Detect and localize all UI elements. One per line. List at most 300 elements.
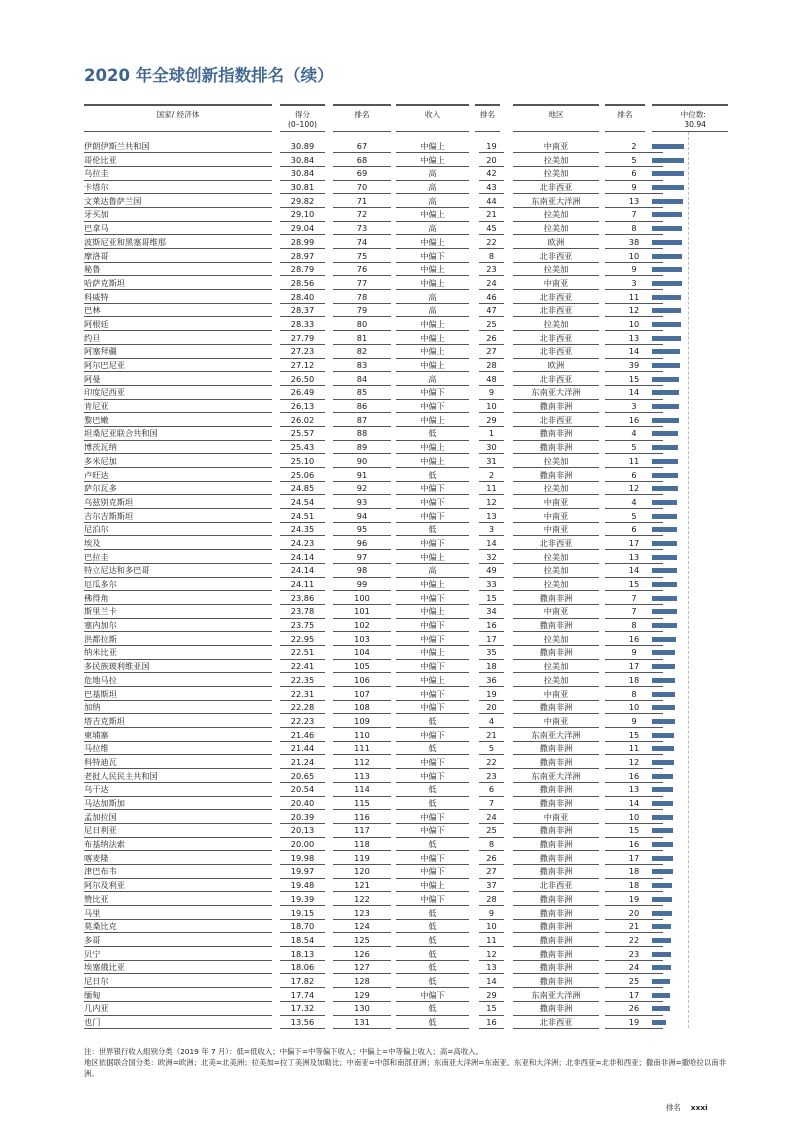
table-row [84, 893, 728, 907]
header-rank [333, 104, 391, 132]
score-bar [652, 377, 679, 382]
cell-region-rank: 10 [605, 701, 663, 714]
cell-region-rank: 5 [605, 154, 663, 167]
score-bar [652, 199, 683, 204]
cell-region-rank: 7 [605, 592, 663, 605]
cell-region-rank: 9 [605, 181, 663, 194]
cell-score: 26.49 [280, 386, 325, 399]
table-row [84, 879, 728, 893]
cell-income-rank: 44 [479, 195, 504, 208]
cell-income: 低 [396, 961, 469, 974]
table-row [84, 770, 728, 784]
table-row [84, 277, 728, 291]
score-bar [652, 541, 677, 546]
cell-region: 中南亚 [513, 605, 599, 618]
table-row [84, 975, 728, 989]
cell-income: 中偏下 [396, 688, 469, 701]
header-median-label: 中位数: [680, 110, 706, 119]
cell-score: 26.50 [280, 373, 325, 386]
cell-region-rank: 21 [605, 920, 663, 933]
cell-income-rank: 12 [479, 496, 504, 509]
header-income [396, 104, 469, 132]
cell-score: 27.23 [280, 345, 325, 358]
table-row [84, 414, 728, 428]
cell-region-rank: 10 [605, 250, 663, 263]
table-row [84, 1016, 728, 1030]
cell-income-rank: 10 [479, 400, 504, 413]
cell-income: 高 [396, 564, 469, 577]
cell-country: 莫桑比克 [84, 920, 272, 933]
cell-income: 高 [396, 291, 469, 304]
cell-income-rank: 7 [479, 797, 504, 810]
cell-region-rank: 14 [605, 797, 663, 810]
cell-rank: 129 [333, 989, 391, 1002]
cell-country: 黎巴嫩 [84, 414, 272, 427]
table-row [84, 989, 728, 1003]
table-row [84, 537, 728, 551]
cell-rank: 109 [333, 715, 391, 728]
cell-score: 24.35 [280, 523, 325, 536]
table-row [84, 564, 728, 578]
cell-region-rank: 18 [605, 879, 663, 892]
cell-score: 19.48 [280, 879, 325, 892]
cell-region-rank: 15 [605, 578, 663, 591]
score-bar [652, 924, 671, 929]
cell-region: 欧洲 [513, 236, 599, 249]
cell-region-rank: 20 [605, 907, 663, 920]
cell-country: 秘鲁 [84, 263, 272, 276]
cell-income: 中偏上 [396, 414, 469, 427]
cell-rank: 68 [333, 154, 391, 167]
table-row [84, 195, 728, 209]
score-bar [652, 746, 674, 751]
score-bar [652, 623, 677, 628]
cell-rank: 71 [333, 195, 391, 208]
cell-region: 东南亚大洋洲 [513, 386, 599, 399]
cell-region: 拉美加 [513, 154, 599, 167]
cell-income: 中偏下 [396, 537, 469, 550]
cell-region-rank: 5 [605, 510, 663, 523]
cell-region: 撒南非洲 [513, 469, 599, 482]
header-median [652, 104, 728, 132]
cell-region: 撒南非洲 [513, 961, 599, 974]
table-row [84, 427, 728, 441]
cell-income-rank: 29 [479, 989, 504, 1002]
cell-region-rank: 9 [605, 263, 663, 276]
cell-region-rank: 38 [605, 236, 663, 249]
cell-income-rank: 29 [479, 414, 504, 427]
cell-region: 北非西亚 [513, 879, 599, 892]
cell-region-rank: 8 [605, 222, 663, 235]
cell-income-rank: 25 [479, 318, 504, 331]
cell-region-rank: 15 [605, 824, 663, 837]
table-row [84, 482, 728, 496]
cell-rank: 97 [333, 551, 391, 564]
cell-income-rank: 4 [479, 715, 504, 728]
cell-income: 中偏下 [396, 852, 469, 865]
score-bar [652, 787, 673, 792]
cell-region: 撒南非洲 [513, 619, 599, 632]
cell-score: 24.51 [280, 510, 325, 523]
score-bar [652, 856, 673, 861]
cell-rank: 76 [333, 263, 391, 276]
cell-income-rank: 49 [479, 564, 504, 577]
cell-country: 卡塔尔 [84, 181, 272, 194]
cell-score: 19.97 [280, 865, 325, 878]
cell-region: 撒南非洲 [513, 824, 599, 837]
cell-country: 埃及 [84, 537, 272, 550]
cell-country: 波斯尼亚和黑塞哥维那 [84, 236, 272, 249]
cell-country: 也门 [84, 1016, 272, 1029]
table-row [84, 701, 728, 715]
cell-income: 中偏下 [396, 756, 469, 769]
table-row [84, 797, 728, 811]
cell-region-rank: 12 [605, 304, 663, 317]
cell-score: 18.13 [280, 948, 325, 961]
table-row [84, 263, 728, 277]
cell-income: 中偏下 [396, 496, 469, 509]
table-row [84, 154, 728, 168]
cell-income-rank: 26 [479, 852, 504, 865]
cell-score: 21.46 [280, 729, 325, 742]
cell-income-rank: 14 [479, 975, 504, 988]
cell-income: 低 [396, 920, 469, 933]
cell-country: 马拉维 [84, 742, 272, 755]
table-row [84, 496, 728, 510]
cell-score: 26.02 [280, 414, 325, 427]
cell-region: 中南亚 [513, 510, 599, 523]
cell-income-rank: 11 [479, 934, 504, 947]
table-row [84, 811, 728, 825]
cell-income: 中偏下 [396, 386, 469, 399]
cell-score: 22.23 [280, 715, 325, 728]
cell-region: 拉美加 [513, 263, 599, 276]
cell-country: 尼泊尔 [84, 523, 272, 536]
cell-score: 22.51 [280, 646, 325, 659]
cell-region: 撒南非洲 [513, 756, 599, 769]
cell-region: 欧洲 [513, 359, 599, 372]
cell-rank: 70 [333, 181, 391, 194]
cell-income: 中偏下 [396, 619, 469, 632]
cell-region: 拉美加 [513, 455, 599, 468]
cell-score: 18.54 [280, 934, 325, 947]
cell-region: 撒南非洲 [513, 948, 599, 961]
cell-country: 肯尼亚 [84, 400, 272, 413]
cell-region-rank: 18 [605, 865, 663, 878]
cell-country: 阿根廷 [84, 318, 272, 331]
cell-region: 北非西亚 [513, 304, 599, 317]
cell-region-rank: 12 [605, 482, 663, 495]
cell-region-rank: 8 [605, 688, 663, 701]
cell-country: 巴拉圭 [84, 551, 272, 564]
cell-income-rank: 11 [479, 482, 504, 495]
table-row [84, 250, 728, 264]
cell-region: 拉美加 [513, 660, 599, 673]
cell-income: 中偏上 [396, 154, 469, 167]
cell-region-rank: 11 [605, 291, 663, 304]
cell-country: 科特迪瓦 [84, 756, 272, 769]
cell-rank: 107 [333, 688, 391, 701]
cell-income-rank: 27 [479, 345, 504, 358]
cell-score: 26.13 [280, 400, 325, 413]
cell-income: 低 [396, 715, 469, 728]
cell-score: 20.65 [280, 770, 325, 783]
cell-score: 28.56 [280, 277, 325, 290]
cell-income-rank: 22 [479, 756, 504, 769]
cell-country: 柬埔寨 [84, 729, 272, 742]
table-row [84, 181, 728, 195]
cell-region: 北非西亚 [513, 1016, 599, 1029]
cell-region-rank: 16 [605, 414, 663, 427]
cell-score: 19.98 [280, 852, 325, 865]
cell-rank: 111 [333, 742, 391, 755]
score-bar [652, 527, 677, 532]
cell-income: 中偏下 [396, 660, 469, 673]
cell-score: 28.33 [280, 318, 325, 331]
score-bar [652, 212, 682, 217]
cell-region-rank: 17 [605, 852, 663, 865]
score-bar [652, 609, 677, 614]
score-bar [652, 322, 681, 327]
cell-country: 乌拉圭 [84, 167, 272, 180]
cell-country: 塔吉克斯坦 [84, 715, 272, 728]
cell-region-rank: 39 [605, 359, 663, 372]
cell-income-rank: 20 [479, 154, 504, 167]
cell-income: 中偏上 [396, 441, 469, 454]
score-bar [652, 349, 680, 354]
score-bar [652, 774, 673, 779]
score-bar [652, 144, 684, 149]
cell-income: 中偏上 [396, 140, 469, 153]
cell-country: 布基纳法索 [84, 838, 272, 851]
cell-income: 中偏上 [396, 605, 469, 618]
cell-country: 摩洛哥 [84, 250, 272, 263]
cell-region: 中南亚 [513, 715, 599, 728]
table-row [84, 304, 728, 318]
cell-income-rank: 23 [479, 263, 504, 276]
cell-country: 尼日利亚 [84, 824, 272, 837]
table-row [84, 674, 728, 688]
cell-region-rank: 6 [605, 167, 663, 180]
cell-income-rank: 26 [479, 332, 504, 345]
cell-income: 高 [396, 181, 469, 194]
header-median-value: 30.94 [684, 120, 706, 129]
cell-region-rank: 13 [605, 332, 663, 345]
cell-country: 卢旺达 [84, 469, 272, 482]
score-bar [652, 473, 678, 478]
cell-rank: 102 [333, 619, 391, 632]
cell-income-rank: 12 [479, 948, 504, 961]
cell-income-rank: 28 [479, 893, 504, 906]
score-bar [652, 582, 677, 587]
cell-rank: 131 [333, 1016, 391, 1029]
header-region-rank [605, 104, 645, 132]
cell-rank: 67 [333, 140, 391, 153]
cell-score: 28.40 [280, 291, 325, 304]
cell-rank: 69 [333, 167, 391, 180]
cell-rank: 83 [333, 359, 391, 372]
cell-income-rank: 8 [479, 838, 504, 851]
cell-region-rank: 13 [605, 195, 663, 208]
score-bar [652, 801, 673, 806]
cell-rank: 78 [333, 291, 391, 304]
cell-income-rank: 16 [479, 1016, 504, 1029]
cell-income: 低 [396, 523, 469, 536]
cell-income-rank: 30 [479, 441, 504, 454]
cell-income: 中偏下 [396, 510, 469, 523]
score-bar [652, 486, 678, 491]
table-row [84, 400, 728, 414]
cell-region: 拉美加 [513, 482, 599, 495]
cell-rank: 114 [333, 783, 391, 796]
cell-income-rank: 35 [479, 646, 504, 659]
cell-score: 23.78 [280, 605, 325, 618]
score-bar [652, 158, 684, 163]
score-bar [652, 185, 684, 190]
table-row [84, 920, 728, 934]
cell-income: 中偏上 [396, 359, 469, 372]
cell-rank: 77 [333, 277, 391, 290]
cell-score: 17.82 [280, 975, 325, 988]
table-row [84, 318, 728, 332]
table-row [84, 1002, 728, 1016]
score-bar [652, 363, 680, 368]
cell-country: 几内亚 [84, 1002, 272, 1015]
cell-score: 25.10 [280, 455, 325, 468]
cell-income-rank: 6 [479, 783, 504, 796]
cell-income-rank: 17 [479, 633, 504, 646]
table-row [84, 948, 728, 962]
cell-score: 17.32 [280, 1002, 325, 1015]
cell-income-rank: 25 [479, 824, 504, 837]
cell-income-rank: 9 [479, 907, 504, 920]
cell-rank: 118 [333, 838, 391, 851]
cell-income-rank: 37 [479, 879, 504, 892]
cell-country: 马里 [84, 907, 272, 920]
cell-region-rank: 9 [605, 646, 663, 659]
cell-country: 坦桑尼亚联合共和国 [84, 427, 272, 440]
cell-country: 纳米比亚 [84, 646, 272, 659]
cell-income: 低 [396, 797, 469, 810]
cell-income-rank: 31 [479, 455, 504, 468]
score-bar [652, 555, 677, 560]
cell-income: 高 [396, 195, 469, 208]
score-bar [652, 897, 672, 902]
cell-region: 拉美加 [513, 674, 599, 687]
header-rank-label: 排名 [354, 110, 370, 119]
cell-region-rank: 2 [605, 140, 663, 153]
cell-country: 乌干达 [84, 783, 272, 796]
cell-region-rank: 7 [605, 208, 663, 221]
cell-country: 巴林 [84, 304, 272, 317]
cell-rank: 92 [333, 482, 391, 495]
cell-region-rank: 9 [605, 715, 663, 728]
score-bar [652, 445, 678, 450]
cell-income-rank: 24 [479, 277, 504, 290]
cell-income-rank: 16 [479, 619, 504, 632]
header-score [280, 104, 325, 132]
score-bar [652, 240, 682, 245]
cell-income: 中偏下 [396, 400, 469, 413]
cell-region-rank: 13 [605, 551, 663, 564]
cell-country: 尼日尔 [84, 975, 272, 988]
cell-rank: 130 [333, 1002, 391, 1015]
cell-country: 文莱达鲁萨兰国 [84, 195, 272, 208]
cell-score: 25.43 [280, 441, 325, 454]
cell-region: 拉美加 [513, 551, 599, 564]
cell-score: 22.95 [280, 633, 325, 646]
cell-country: 喀麦隆 [84, 852, 272, 865]
score-bar [652, 637, 676, 642]
cell-score: 22.28 [280, 701, 325, 714]
cell-rank: 103 [333, 633, 391, 646]
table-row [84, 838, 728, 852]
table-row [84, 578, 728, 592]
cell-income: 中偏上 [396, 646, 469, 659]
cell-rank: 116 [333, 811, 391, 824]
cell-country: 印度尼西亚 [84, 386, 272, 399]
cell-score: 20.54 [280, 783, 325, 796]
table-row [84, 592, 728, 606]
cell-region: 撒南非洲 [513, 646, 599, 659]
cell-income-rank: 47 [479, 304, 504, 317]
cell-country: 津巴布韦 [84, 865, 272, 878]
cell-country: 加纳 [84, 701, 272, 714]
score-bar [652, 254, 682, 259]
cell-region-rank: 12 [605, 756, 663, 769]
footnote-income: 注：世界银行收入组别分类（2019 年 7 月）：低=低收入；中偏下=中等偏下收入；中偏上=中等偏上收入；高=高收入。 [84, 1047, 483, 1056]
cell-income: 低 [396, 1016, 469, 1029]
cell-score: 24.54 [280, 496, 325, 509]
cell-rank: 115 [333, 797, 391, 810]
table-row [84, 633, 728, 647]
cell-region-rank: 3 [605, 277, 663, 290]
cell-country: 塞内加尔 [84, 619, 272, 632]
cell-rank: 84 [333, 373, 391, 386]
cell-region-rank: 14 [605, 564, 663, 577]
cell-region-rank: 4 [605, 496, 663, 509]
cell-score: 22.35 [280, 674, 325, 687]
cell-income: 中偏下 [396, 811, 469, 824]
cell-rank: 95 [333, 523, 391, 536]
page-number: xxxi [690, 1103, 708, 1112]
table-row [84, 332, 728, 346]
cell-income-rank: 48 [479, 373, 504, 386]
cell-income-rank: 15 [479, 592, 504, 605]
cell-score: 24.85 [280, 482, 325, 495]
cell-rank: 79 [333, 304, 391, 317]
cell-rank: 73 [333, 222, 391, 235]
cell-region: 拉美加 [513, 633, 599, 646]
table-row [84, 619, 728, 633]
cell-country: 赞比亚 [84, 893, 272, 906]
cell-income-rank: 23 [479, 770, 504, 783]
cell-country: 博茨瓦纳 [84, 441, 272, 454]
cell-score: 19.15 [280, 907, 325, 920]
cell-rank: 119 [333, 852, 391, 865]
cell-region-rank: 19 [605, 893, 663, 906]
cell-region-rank: 4 [605, 427, 663, 440]
cell-country: 斯里兰卡 [84, 605, 272, 618]
table-row [84, 236, 728, 250]
cell-region: 北非西亚 [513, 414, 599, 427]
cell-region: 撒南非洲 [513, 797, 599, 810]
score-bar [652, 938, 671, 943]
cell-region: 撒南非洲 [513, 1002, 599, 1015]
cell-country: 埃塞俄比亚 [84, 961, 272, 974]
cell-rank: 74 [333, 236, 391, 249]
cell-income-rank: 43 [479, 181, 504, 194]
